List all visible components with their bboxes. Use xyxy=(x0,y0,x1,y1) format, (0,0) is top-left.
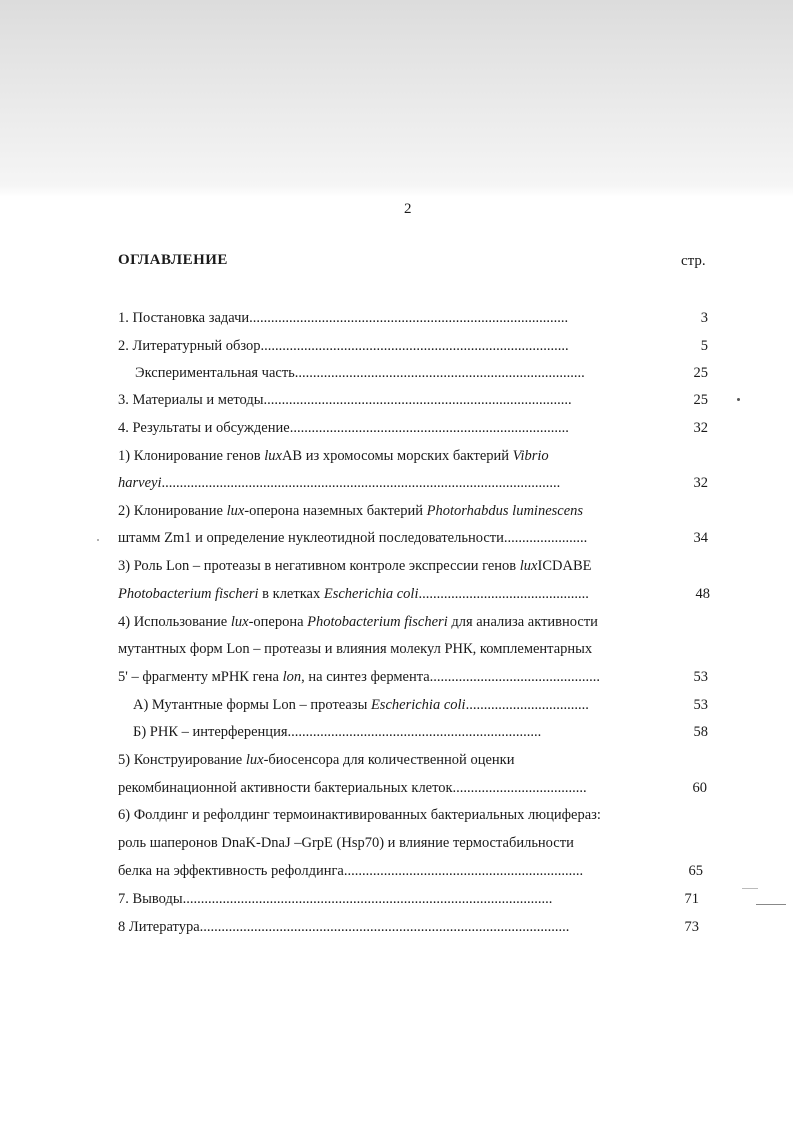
toc-text-italic: lux xyxy=(226,503,245,519)
scan-shadow-top xyxy=(0,0,793,185)
toc-entry-4-5 xyxy=(118,751,514,769)
toc-text-italic: Photobacterium fischeri xyxy=(118,586,259,602)
toc-text-italic: lux xyxy=(245,752,264,768)
page-title: ОГЛАВЛЕНИЕ xyxy=(118,252,228,268)
toc-entry-4-4-cont2 xyxy=(118,668,600,686)
toc-text-italic: Escherichia coli xyxy=(370,697,466,713)
toc-page: 53 xyxy=(693,697,708,713)
toc-text: AB из хромосомы морских бактерий xyxy=(281,448,513,464)
toc-entry-4-4-cont: мутантных форм Lon – протеазы и влияния молекул РНК, комплементарных xyxy=(118,641,593,657)
toc-page: 25 xyxy=(693,392,708,408)
scan-stroke xyxy=(742,888,758,889)
toc-text: ICDABE xyxy=(537,558,592,574)
page-column-label: стр. xyxy=(681,253,706,269)
toc-page: 58 xyxy=(693,724,708,740)
toc-text-italic: lux xyxy=(264,448,282,464)
toc-text-italic: lux xyxy=(519,558,538,574)
toc-entry-2: 2. Литературный обзор..................................................................................... xyxy=(118,338,569,354)
toc-entry-4-2-cont: штамм Zm1 и определение нуклеотидной последовательности....................... xyxy=(118,530,588,546)
toc-text: 4) Использование xyxy=(118,614,231,630)
toc-entry-4-1-cont xyxy=(118,474,560,492)
toc-page: 65 xyxy=(688,863,703,879)
toc-text-italic: lon xyxy=(282,669,302,685)
toc-text-italic: Photobacterium fischeri xyxy=(307,614,448,630)
toc-text: -оперона xyxy=(248,614,308,630)
toc-text-italic: Vibrio xyxy=(512,448,549,464)
toc-text: 5) Конструирование xyxy=(118,752,246,768)
toc-text: 5' – фрагменту мРНК гена xyxy=(118,669,283,685)
toc-page: 32 xyxy=(693,475,708,491)
toc-text: 2) Клонирование xyxy=(118,503,227,519)
toc-text-italic: Escherichia coli xyxy=(323,586,419,602)
toc-page: 73 xyxy=(684,919,699,935)
toc-text-italic: harveyi xyxy=(118,475,162,491)
toc-page: 34 xyxy=(693,530,708,546)
toc-entry-7: 7. Выводы...................................................................................................... xyxy=(118,891,553,907)
toc-entry-4-6-cont2: белка на эффективность рефолдинга.................................................................. xyxy=(118,863,584,879)
toc-entry-4-3 xyxy=(118,557,591,575)
toc-page: 5 xyxy=(700,338,708,354)
toc-text: в клетках xyxy=(258,586,324,602)
toc-text: 3) Роль Lon – протеазы в негативном контроле экспрессии генов xyxy=(118,558,520,574)
toc-text-italic: Photorhabdus luminescens xyxy=(426,503,584,519)
scan-speck xyxy=(737,398,740,401)
toc-entry-4-4 xyxy=(118,613,598,631)
toc-page: 53 xyxy=(693,669,708,685)
scan-stroke xyxy=(756,904,786,905)
toc-text: .............................................................................................................. xyxy=(161,475,561,491)
toc-text: -биосенсора для количественной оценки xyxy=(263,752,515,768)
scan-speck xyxy=(97,539,99,541)
toc-entry-4-6: 6) Фолдинг и рефолдинг термоинактивированных бактериальных люцифераз: xyxy=(118,807,601,823)
toc-text: , на синтез фермента............................................... xyxy=(301,669,601,685)
toc-entry-4-2 xyxy=(118,502,583,520)
toc-page: 3 xyxy=(700,310,708,326)
toc-entry-experimental: Экспериментальная часть................................................................................ xyxy=(135,365,585,381)
toc-text: А) Мутантные формы Lon – протеазы xyxy=(133,697,371,713)
toc-page: 25 xyxy=(693,365,708,381)
toc-entry-4: 4. Результаты и обсуждение............................................................................. xyxy=(118,420,569,436)
toc-text: для анализа активности xyxy=(447,614,598,630)
toc-text: .................................. xyxy=(465,697,589,713)
toc-text: ............................................... xyxy=(418,586,589,602)
toc-entry-4-3-cont xyxy=(118,585,589,603)
toc-entry-3: 3. Материалы и методы..................................................................................... xyxy=(118,392,572,408)
toc-text: 1) Клонирование генов xyxy=(118,448,265,464)
toc-text-italic: lux xyxy=(230,614,249,630)
page-number: 2 xyxy=(404,201,412,217)
toc-text: -оперона наземных бактерий xyxy=(244,503,427,519)
toc-entry-1: 1. Постановка задачи........................................................................................ xyxy=(118,310,569,326)
toc-entry-8: 8 Литература...................................................................................................... xyxy=(118,919,570,935)
toc-page: 60 xyxy=(692,780,707,796)
toc-page: 71 xyxy=(684,891,699,907)
toc-page: 32 xyxy=(693,420,708,436)
toc-page: 48 xyxy=(695,586,710,602)
scan-shadow-band xyxy=(0,185,793,197)
toc-entry-4-1 xyxy=(118,447,549,465)
toc-entry-4-5-cont: рекомбинационной активности бактериальных клеток..................................... xyxy=(118,780,587,796)
toc-entry-4-4-b: Б) РНК – интерференция...................................................................... xyxy=(133,724,542,740)
toc-entry-4-4-a xyxy=(133,696,589,714)
toc-entry-4-6-cont: роль шаперонов DnaK-DnaJ –GrpE (Hsp70) и влияние термостабильности xyxy=(118,835,574,851)
